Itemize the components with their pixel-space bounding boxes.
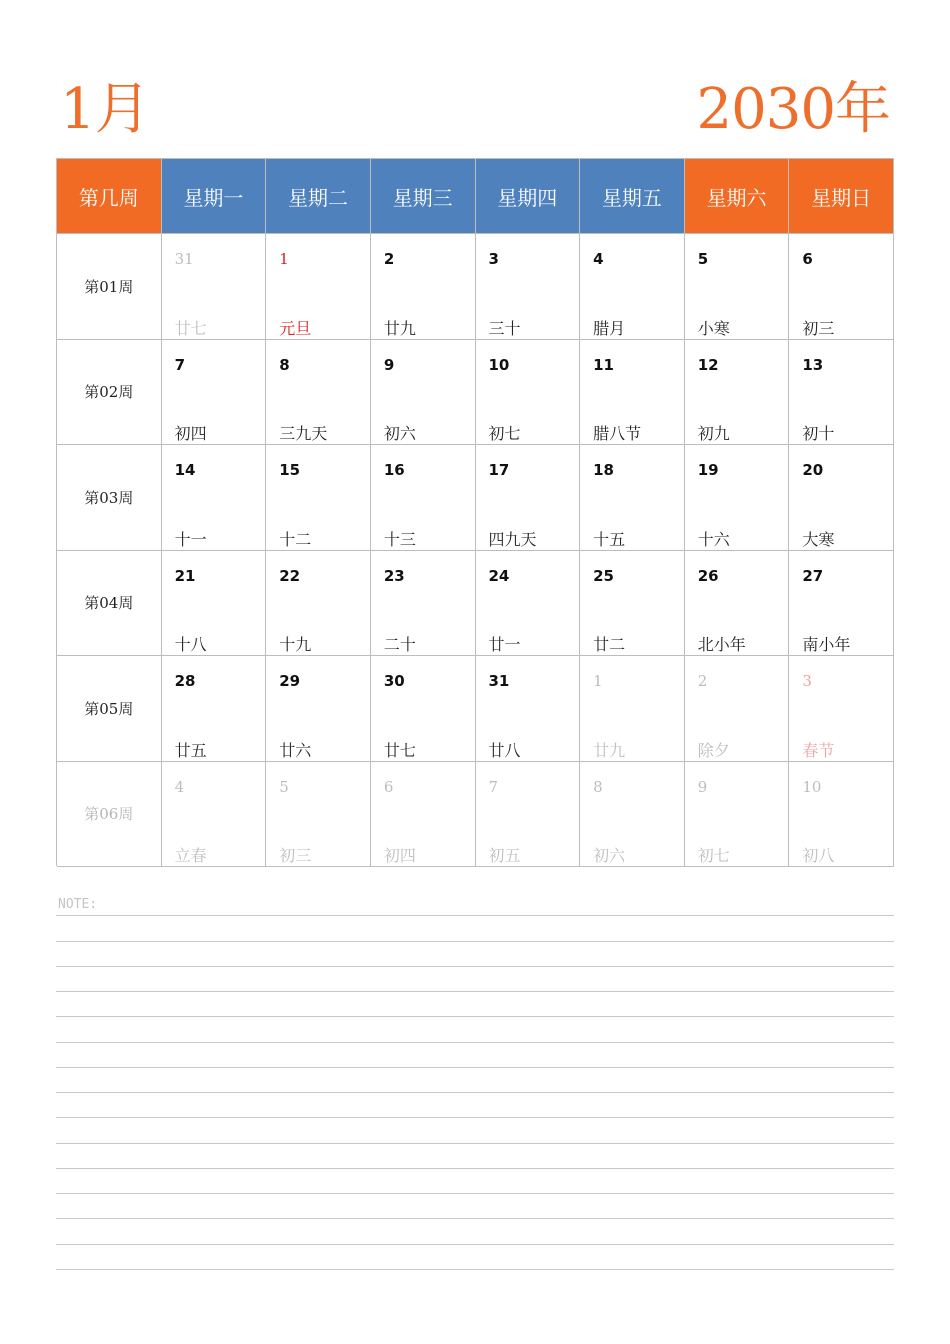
lunar-date: 三九天 (279, 424, 328, 443)
day-number: 21 (174, 566, 196, 585)
day-number: 4 (174, 777, 185, 796)
day-number: 9 (697, 777, 708, 796)
day-cell[interactable] (685, 762, 790, 868)
calendar-grid (56, 158, 894, 866)
day-number: 8 (279, 355, 290, 374)
lunar-date: 十九 (279, 635, 312, 654)
week-number-label: 第01周 (57, 234, 162, 340)
note-line (56, 1143, 894, 1144)
day-cell[interactable] (162, 340, 267, 446)
day-number: 20 (802, 461, 824, 479)
day-number: 10 (488, 355, 510, 374)
header-day-4: 星期四 (476, 159, 581, 234)
day-cell[interactable] (580, 340, 685, 446)
day-number: 27 (802, 566, 824, 585)
lunar-date: 初七 (697, 846, 730, 865)
day-number: 7 (174, 355, 186, 374)
day-number: 29 (279, 672, 301, 690)
day-cell[interactable] (162, 551, 267, 657)
day-number: 11 (593, 355, 614, 374)
day-number: 30 (383, 672, 405, 690)
lunar-date: 腊月 (593, 318, 626, 338)
day-cell[interactable] (266, 551, 371, 657)
day-number: 2 (697, 672, 708, 690)
day-number: 17 (488, 461, 510, 479)
week-row (57, 762, 894, 868)
day-cell[interactable] (266, 656, 371, 762)
note-line (56, 941, 894, 942)
header-week-label: 第几周 (57, 159, 162, 234)
day-number: 31 (488, 672, 510, 690)
lunar-date: 春节 (802, 740, 835, 760)
lunar-date: 北小年 (697, 635, 746, 654)
day-cell[interactable] (789, 340, 894, 446)
lunar-date: 廿一 (488, 635, 521, 654)
day-number: 5 (697, 250, 709, 268)
day-cell[interactable] (580, 762, 685, 868)
week-row (57, 340, 894, 446)
header-day-1: 星期一 (162, 159, 267, 234)
day-cell[interactable] (162, 656, 267, 762)
lunar-date: 初九 (697, 424, 730, 443)
note-line (56, 1117, 894, 1118)
note-line (56, 1244, 894, 1245)
day-cell[interactable] (266, 234, 371, 340)
lunar-date: 初五 (488, 846, 521, 865)
lunar-date: 立春 (174, 846, 207, 865)
day-cell[interactable] (685, 340, 790, 446)
day-cell[interactable] (789, 656, 894, 762)
day-cell[interactable] (476, 234, 581, 340)
lunar-date: 廿八 (488, 740, 521, 760)
day-cell[interactable] (162, 445, 267, 551)
lunar-date: 廿七 (383, 740, 416, 760)
day-number: 23 (383, 566, 405, 585)
day-number: 19 (697, 461, 719, 479)
day-number: 9 (383, 355, 395, 374)
lunar-date: 三十 (488, 318, 521, 338)
day-cell[interactable] (371, 656, 476, 762)
day-number: 3 (488, 250, 499, 268)
lunar-date: 初四 (174, 424, 207, 443)
day-number: 16 (383, 461, 405, 479)
day-cell[interactable] (789, 551, 894, 657)
lunar-date: 初三 (802, 318, 835, 338)
lunar-date: 初三 (279, 846, 312, 865)
day-cell[interactable] (476, 551, 581, 657)
note-line (56, 1218, 894, 1219)
month-title: 1月 (60, 77, 150, 142)
day-cell[interactable] (580, 445, 685, 551)
day-number: 7 (488, 777, 499, 796)
day-cell[interactable] (266, 445, 371, 551)
day-number: 14 (174, 461, 196, 479)
day-number: 26 (697, 566, 719, 585)
note-line (56, 1168, 894, 1169)
day-cell[interactable] (685, 445, 790, 551)
note-line (56, 1092, 894, 1093)
lunar-date: 四九天 (488, 529, 537, 549)
day-cell[interactable] (162, 234, 267, 340)
day-number: 1 (593, 672, 603, 690)
day-cell[interactable] (685, 551, 790, 657)
day-cell[interactable] (789, 445, 894, 551)
header-day-5: 星期五 (580, 159, 685, 234)
week-row (57, 234, 894, 340)
week-number-label: 第06周 (57, 762, 162, 868)
lunar-date: 小寒 (697, 318, 730, 338)
day-cell[interactable] (685, 234, 790, 340)
day-cell[interactable] (371, 762, 476, 868)
lunar-date: 初八 (802, 846, 835, 865)
day-cell[interactable] (476, 656, 581, 762)
day-number: 1 (279, 250, 289, 268)
note-label: NOTE: (58, 897, 98, 912)
week-row (57, 656, 894, 762)
lunar-date: 二十 (383, 635, 416, 654)
lunar-date: 十三 (383, 529, 416, 549)
header-day-6: 星期六 (685, 159, 790, 234)
note-line (56, 1269, 894, 1270)
week-number-label: 第04周 (57, 551, 162, 657)
day-cell[interactable] (685, 656, 790, 762)
calendar-header-row (57, 159, 894, 234)
header-day-2: 星期二 (266, 159, 371, 234)
lunar-date: 十八 (174, 635, 207, 654)
lunar-date: 初六 (593, 846, 626, 865)
lunar-date: 廿七 (174, 318, 207, 338)
lunar-date: 初十 (802, 424, 835, 443)
lunar-date: 十五 (593, 529, 626, 549)
day-number: 22 (279, 566, 301, 585)
day-cell[interactable] (789, 762, 894, 868)
day-cell[interactable] (371, 234, 476, 340)
lunar-date: 腊八节 (593, 424, 642, 443)
day-cell[interactable] (371, 340, 476, 446)
lunar-date: 廿九 (593, 740, 626, 760)
note-line (56, 991, 894, 992)
lunar-date: 廿五 (174, 740, 207, 760)
year-title: 2030年 (696, 77, 890, 142)
day-cell[interactable] (476, 340, 581, 446)
day-cell[interactable] (266, 340, 371, 446)
header-day-7: 星期日 (789, 159, 894, 234)
day-cell[interactable] (266, 762, 371, 868)
lunar-date: 初七 (488, 424, 521, 443)
lunar-date: 元旦 (279, 318, 312, 338)
note-line (56, 1193, 894, 1194)
day-number: 12 (697, 355, 719, 374)
day-number: 5 (279, 777, 289, 796)
day-number: 15 (279, 461, 301, 479)
day-number: 18 (593, 461, 614, 479)
note-line (56, 1016, 894, 1017)
note-line (56, 915, 894, 916)
lunar-date: 南小年 (802, 635, 851, 654)
day-number: 24 (488, 566, 510, 585)
day-cell[interactable] (580, 234, 685, 340)
day-number: 25 (593, 566, 614, 585)
lunar-date: 廿二 (593, 635, 626, 654)
day-number: 6 (802, 250, 813, 268)
lunar-date: 廿九 (383, 318, 416, 338)
lunar-date: 初四 (383, 846, 416, 865)
note-line (56, 1067, 894, 1068)
lunar-date: 初六 (383, 424, 416, 443)
week-number-label: 第05周 (57, 656, 162, 762)
week-row (57, 445, 894, 551)
week-number-label: 第03周 (57, 445, 162, 551)
day-number: 28 (174, 672, 196, 690)
lunar-date: 十一 (174, 529, 207, 549)
day-cell[interactable] (371, 445, 476, 551)
note-line (56, 1042, 894, 1043)
lunar-date: 廿六 (279, 740, 312, 760)
day-cell[interactable] (371, 551, 476, 657)
note-line (56, 966, 894, 967)
day-cell[interactable] (162, 762, 267, 868)
week-number-label: 第02周 (57, 340, 162, 446)
day-cell[interactable] (580, 551, 685, 657)
header-day-3: 星期三 (371, 159, 476, 234)
day-cell[interactable] (789, 234, 894, 340)
day-cell[interactable] (580, 656, 685, 762)
day-number: 4 (593, 250, 604, 268)
day-number: 8 (593, 777, 603, 796)
day-number: 3 (802, 672, 812, 690)
day-number: 31 (174, 250, 194, 268)
lunar-date: 十二 (279, 529, 312, 549)
lunar-date: 大寒 (802, 529, 835, 549)
day-number: 10 (802, 777, 822, 796)
lunar-date: 十六 (697, 529, 730, 549)
lunar-date: 除夕 (697, 740, 730, 760)
day-number: 6 (383, 777, 394, 796)
week-row (57, 551, 894, 657)
day-number: 2 (383, 250, 395, 268)
day-number: 13 (802, 355, 824, 374)
day-cell[interactable] (476, 762, 581, 868)
day-cell[interactable] (476, 445, 581, 551)
